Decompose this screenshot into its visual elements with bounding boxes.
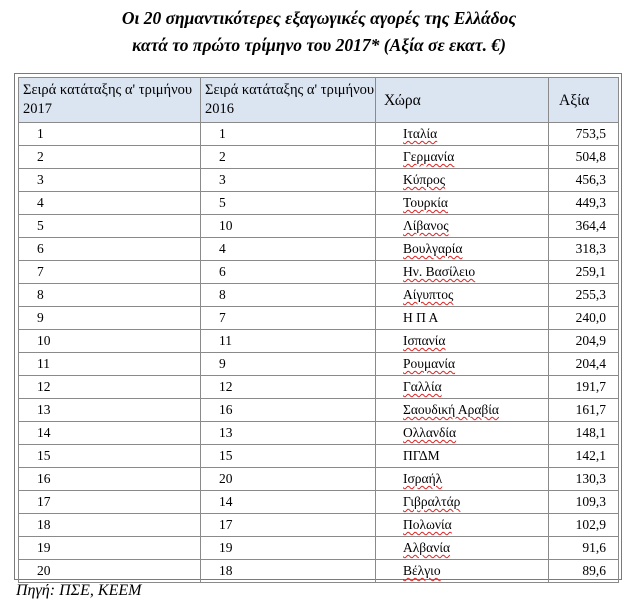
cell-country xyxy=(376,399,549,422)
table-row xyxy=(19,422,619,445)
cell-value: 318,3 xyxy=(549,238,619,261)
exports-table-frame xyxy=(14,73,622,580)
country-name: Γιβραλτάρ xyxy=(403,494,461,509)
cell-rank-2016: 7 xyxy=(201,307,376,330)
cell-rank-2017: 1 xyxy=(19,123,201,146)
cell-rank-2017: 10 xyxy=(19,330,201,353)
country-name: Αλβανία xyxy=(403,540,451,555)
cell-value: 102,9 xyxy=(549,514,619,537)
cell-rank-2016: 13 xyxy=(201,422,376,445)
table-body xyxy=(19,123,619,583)
cell-rank-2017: 13 xyxy=(19,399,201,422)
country-name: Η Π Α xyxy=(403,310,439,325)
cell-rank-2017: 2 xyxy=(19,146,201,169)
cell-rank-2017: 4 xyxy=(19,192,201,215)
cell-rank-2017: 7 xyxy=(19,261,201,284)
cell-country xyxy=(376,284,549,307)
cell-country xyxy=(376,330,549,353)
cell-country xyxy=(376,376,549,399)
cell-rank-2016: 11 xyxy=(201,330,376,353)
country-name: Βουλγαρία xyxy=(403,241,463,256)
cell-rank-2016: 12 xyxy=(201,376,376,399)
table-row xyxy=(19,261,619,284)
cell-rank-2016: 4 xyxy=(201,238,376,261)
country-name: Ισπανία xyxy=(403,333,446,348)
cell-country xyxy=(376,169,549,192)
cell-rank-2016: 1 xyxy=(201,123,376,146)
source-note: Πηγή: ΠΣΕ, ΚΕΕΜ xyxy=(16,582,142,599)
cell-value: 89,6 xyxy=(549,560,619,583)
table-header-row xyxy=(19,78,619,123)
cell-value: 191,7 xyxy=(549,376,619,399)
cell-country xyxy=(376,491,549,514)
country-name: Ρουμανία xyxy=(403,356,456,371)
cell-value: 753,5 xyxy=(549,123,619,146)
cell-rank-2016: 20 xyxy=(201,468,376,491)
cell-rank-2016: 6 xyxy=(201,261,376,284)
cell-rank-2016: 3 xyxy=(201,169,376,192)
table-row xyxy=(19,169,619,192)
table-row xyxy=(19,353,619,376)
country-name: Γερμανία xyxy=(403,149,455,164)
cell-value: 161,7 xyxy=(549,399,619,422)
table-row xyxy=(19,215,619,238)
cell-country xyxy=(376,422,549,445)
country-name: Βέλγιο xyxy=(403,563,441,578)
cell-rank-2017: 5 xyxy=(19,215,201,238)
cell-value: 364,4 xyxy=(549,215,619,238)
cell-country xyxy=(376,537,549,560)
cell-rank-2016: 8 xyxy=(201,284,376,307)
country-name: Ην. Βασίλειο xyxy=(403,264,476,279)
table-row xyxy=(19,491,619,514)
cell-country xyxy=(376,238,549,261)
cell-rank-2016: 19 xyxy=(201,537,376,560)
cell-value: 259,1 xyxy=(549,261,619,284)
country-name: Ολλανδία xyxy=(403,425,457,440)
cell-country xyxy=(376,514,549,537)
country-name: Λίβανος xyxy=(403,218,449,233)
exports-table xyxy=(18,77,619,583)
table-row xyxy=(19,537,619,560)
cell-country xyxy=(376,307,549,330)
table-row xyxy=(19,468,619,491)
cell-rank-2017: 6 xyxy=(19,238,201,261)
cell-rank-2016: 15 xyxy=(201,445,376,468)
country-name: Ιταλία xyxy=(403,126,438,141)
table-row xyxy=(19,284,619,307)
cell-country xyxy=(376,123,549,146)
table-row xyxy=(19,399,619,422)
cell-rank-2017: 9 xyxy=(19,307,201,330)
cell-rank-2017: 3 xyxy=(19,169,201,192)
cell-value: 204,4 xyxy=(549,353,619,376)
country-name: ΠΓΔΜ xyxy=(403,448,440,463)
table-row xyxy=(19,238,619,261)
table-row xyxy=(19,376,619,399)
header-rank-2016: Σειρά κατάταξης α' τριμήνου 2016 xyxy=(201,78,376,123)
cell-rank-2017: 19 xyxy=(19,537,201,560)
cell-country xyxy=(376,445,549,468)
header-country: Χώρα xyxy=(376,78,549,123)
table-row xyxy=(19,330,619,353)
cell-rank-2016: 16 xyxy=(201,399,376,422)
cell-value: 456,3 xyxy=(549,169,619,192)
cell-rank-2016: 18 xyxy=(201,560,376,583)
cell-value: 109,3 xyxy=(549,491,619,514)
document-subtitle: κατά το πρώτο τρίμηνο του 2017* (Αξία σε εκατ. €) xyxy=(132,35,506,55)
table-row xyxy=(19,307,619,330)
header-rank-2017: Σειρά κατάταξης α' τριμήνου 2017 xyxy=(19,78,201,123)
cell-value: 449,3 xyxy=(549,192,619,215)
country-name: Κύπρος xyxy=(403,172,446,187)
cell-value: 240,0 xyxy=(549,307,619,330)
cell-rank-2016: 10 xyxy=(201,215,376,238)
cell-value: 148,1 xyxy=(549,422,619,445)
cell-rank-2017: 18 xyxy=(19,514,201,537)
table-row xyxy=(19,146,619,169)
cell-value: 504,8 xyxy=(549,146,619,169)
cell-rank-2017: 8 xyxy=(19,284,201,307)
cell-country xyxy=(376,146,549,169)
cell-rank-2016: 14 xyxy=(201,491,376,514)
cell-rank-2017: 14 xyxy=(19,422,201,445)
cell-rank-2017: 16 xyxy=(19,468,201,491)
cell-rank-2016: 9 xyxy=(201,353,376,376)
cell-rank-2016: 2 xyxy=(201,146,376,169)
cell-value: 255,3 xyxy=(549,284,619,307)
cell-rank-2016: 5 xyxy=(201,192,376,215)
country-name: Ισραήλ xyxy=(403,471,443,486)
document-title: Οι 20 σημαντικότερες εξαγωγικές αγορές της Ελλάδος xyxy=(121,8,517,28)
country-name: Αίγυπτος xyxy=(403,287,454,302)
table-row xyxy=(19,514,619,537)
cell-value: 142,1 xyxy=(549,445,619,468)
cell-rank-2017: 11 xyxy=(19,353,201,376)
header-value: Αξία xyxy=(549,78,619,123)
table-row xyxy=(19,123,619,146)
cell-value: 91,6 xyxy=(549,537,619,560)
table-row xyxy=(19,445,619,468)
country-name: Γαλλία xyxy=(403,379,442,394)
country-name: Σαουδική Αραβία xyxy=(403,402,499,417)
cell-rank-2017: 20 xyxy=(19,560,201,583)
cell-country xyxy=(376,261,549,284)
cell-country xyxy=(376,353,549,376)
cell-country xyxy=(376,560,549,583)
cell-value: 130,3 xyxy=(549,468,619,491)
cell-rank-2017: 12 xyxy=(19,376,201,399)
cell-rank-2017: 17 xyxy=(19,491,201,514)
country-name: Πολωνία xyxy=(403,517,452,532)
country-name: Τουρκία xyxy=(403,195,448,210)
cell-country xyxy=(376,215,549,238)
cell-value: 204,9 xyxy=(549,330,619,353)
cell-country xyxy=(376,468,549,491)
cell-country xyxy=(376,192,549,215)
table-row xyxy=(19,192,619,215)
cell-rank-2016: 17 xyxy=(201,514,376,537)
cell-rank-2017: 15 xyxy=(19,445,201,468)
